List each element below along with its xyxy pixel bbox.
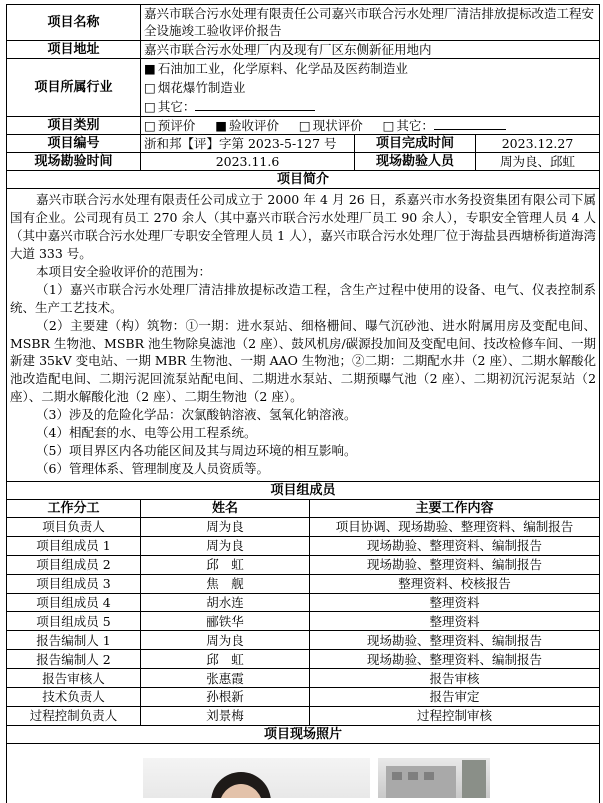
team-member-name: 周为良 xyxy=(141,518,310,537)
project-category-options xyxy=(141,117,600,135)
blank-line xyxy=(195,98,315,111)
unchecked-box-icon: □ xyxy=(298,118,311,133)
category-other: 其它： xyxy=(396,118,434,133)
table-row xyxy=(7,518,600,537)
table-row xyxy=(7,593,600,612)
table-row xyxy=(7,536,600,555)
team-member-role: 项目组成员 1 xyxy=(7,536,141,555)
unchecked-box-icon: □ xyxy=(144,80,156,95)
checked-box-icon: ■ xyxy=(215,118,228,133)
project-address-label: 项目地址 xyxy=(7,41,141,59)
category-pre-evaluation: 预评价 xyxy=(157,118,196,133)
team-member-role: 报告编制人 2 xyxy=(7,650,141,669)
table-row xyxy=(7,574,600,593)
intro-paragraph: 嘉兴市联合污水处理有限责任公司成立于 2000 年 4 月 26 日，系嘉兴市水务投资集团有限公司下属国有企业。公司现有员工 270 余人（其中嘉兴市联合污水处理厂员工 90 余人），专职安全管理人员 4 人（其中嘉兴市联合污水处理厂专职安全管理人员 1 人），嘉兴市联合污水处理厂位于海盐县西塘桥街道海湾大道 333 号。 xyxy=(10,192,597,261)
survey-time-value: 2023.11.6 xyxy=(141,153,355,171)
team-member-name: 邱 虹 xyxy=(141,650,310,669)
project-info-table xyxy=(6,4,600,803)
survey-time-label: 现场勘验时间 xyxy=(7,153,141,171)
team-member-duty: 整理资料 xyxy=(310,593,600,612)
team-member-duty: 项目协调、现场勘验、整理资料、编制报告 xyxy=(310,518,600,537)
team-member-role: 项目负责人 xyxy=(7,518,141,537)
team-member-role: 过程控制负责人 xyxy=(7,706,141,725)
table-row xyxy=(7,650,600,669)
checked-box-icon: ■ xyxy=(144,61,156,76)
table-row xyxy=(7,669,600,688)
team-member-name: 焦 舰 xyxy=(141,574,310,593)
photos-section-title: 项目现场照片 xyxy=(7,725,600,743)
team-member-name: 刘景梅 xyxy=(141,706,310,725)
unchecked-box-icon: □ xyxy=(382,118,395,133)
finish-time-label: 项目完成时间 xyxy=(355,135,476,153)
blank-line xyxy=(434,117,506,130)
team-member-name: 孙根新 xyxy=(141,688,310,707)
intro-paragraph: 本项目安全验收评价的范围为： xyxy=(36,263,212,279)
team-member-duty: 过程控制审核 xyxy=(310,706,600,725)
team-header-role: 工作分工 xyxy=(7,500,141,518)
project-industry-label: 项目所属行业 xyxy=(7,59,141,117)
team-member-name: 邱 虹 xyxy=(141,555,310,574)
project-name-value: 嘉兴市联合污水处理有限责任公司嘉兴市联合污水处理厂清洁排放提标改造工程安全设施竣工验收评价报告 xyxy=(141,5,600,41)
team-member-role: 项目组成员 4 xyxy=(7,593,141,612)
intro-paragraph: （5）项目界区内各功能区间及其与周边环境的相互影响。 xyxy=(36,442,357,458)
team-member-name: 胡水连 xyxy=(141,593,310,612)
team-member-role: 项目组成员 2 xyxy=(7,555,141,574)
survey-person-value: 周为良、邱虹 xyxy=(476,153,600,171)
intro-paragraph: （4）相配套的水、电等公用工程系统。 xyxy=(36,425,257,441)
category-acceptance-evaluation: 验收评价 xyxy=(229,118,280,133)
team-member-duty: 现场勘验、整理资料、编制报告 xyxy=(310,555,600,574)
team-member-name: 张惠霞 xyxy=(141,669,310,688)
intro-paragraph: （2）主要建（构）筑物：①一期：进水泵站、细格栅间、曝气沉砂池、进水附属用房及变配电间、MSBR 生物池、MSBR 池生物除臭滤池（2 座）、鼓风机房/碳源投加间及变配电间、技改检修车间、一期新建 35kV 变电站、一期 MBR 生物池、一期 AAO 生物池；②二期：二期配水井（2 座）、二期水解酸化池改造配电间、二期污泥回流泵站配电间、二期进水泵站、二期预曝气池（2 座）、二期初沉污泥泵站（2 座）、二期水解酸化池（2 座）、二期生物池（2 座）。 xyxy=(10,317,597,405)
team-member-role: 项目组成员 5 xyxy=(7,612,141,631)
team-header-duty: 主要工作内容 xyxy=(310,500,600,518)
team-rows xyxy=(7,518,600,726)
team-member-role: 技术负责人 xyxy=(7,688,141,707)
team-member-name: 周为良 xyxy=(141,631,310,650)
table-row xyxy=(7,688,600,707)
table-row xyxy=(7,555,600,574)
team-section-title: 项目组成员 xyxy=(7,482,600,500)
project-industry-options xyxy=(141,59,600,117)
team-member-duty: 现场勘验、整理资料、编制报告 xyxy=(310,631,600,650)
industry-option-chemical: ■ 石油加工业，化学原料、化学品及医药制造业 xyxy=(144,61,408,76)
team-member-duty: 报告审定 xyxy=(310,688,600,707)
site-photo-person xyxy=(143,758,370,798)
table-row xyxy=(7,612,600,631)
intro-body xyxy=(7,189,600,482)
intro-paragraph: （1）嘉兴市联合污水处理厂清洁排放提标改造工程，含生产过程中使用的设备、电气、仪表控制系统、生产工艺技术。 xyxy=(10,281,597,315)
unchecked-box-icon: □ xyxy=(144,99,156,114)
team-member-name: 周为良 xyxy=(141,536,310,555)
team-member-duty: 整理资料 xyxy=(310,612,600,631)
intro-section-title: 项目简介 xyxy=(7,171,600,189)
team-member-duty: 现场勘验、整理资料、编制报告 xyxy=(310,650,600,669)
project-number-label: 项目编号 xyxy=(7,135,141,153)
team-member-role: 报告审核人 xyxy=(7,669,141,688)
team-member-name: 郦铁华 xyxy=(141,612,310,631)
site-photo-facility xyxy=(378,758,490,798)
table-row xyxy=(7,631,600,650)
industry-option-fireworks: □ 烟花爆竹制造业 xyxy=(144,80,246,95)
team-member-duty: 整理资料、校核报告 xyxy=(310,574,600,593)
project-number-value: 浙和邦【评】字第 2023-5-127 号 xyxy=(141,135,355,153)
team-member-role: 项目组成员 3 xyxy=(7,574,141,593)
intro-paragraph: （6）管理体系、管理制度及人员资质等。 xyxy=(36,460,269,476)
survey-person-label: 现场勘验人员 xyxy=(355,153,476,171)
industry-option-other: □ 其它： xyxy=(144,97,599,116)
team-header-name: 姓名 xyxy=(141,500,310,518)
category-current-evaluation: 现状评价 xyxy=(312,118,363,133)
project-category-label: 项目类别 xyxy=(7,117,141,135)
team-member-role: 报告编制人 1 xyxy=(7,631,141,650)
table-row xyxy=(7,706,600,725)
project-address-value: 嘉兴市联合污水处理厂内及现有厂区东侧新征用地内 xyxy=(141,41,600,59)
unchecked-box-icon: □ xyxy=(144,118,156,133)
finish-time-value: 2023.12.27 xyxy=(476,135,600,153)
intro-paragraph: （3）涉及的危险化学品：次氯酸钠溶液、氢氧化钠溶液。 xyxy=(36,407,357,423)
team-member-duty: 报告审核 xyxy=(310,669,600,688)
team-member-duty: 现场勘验、整理资料、编制报告 xyxy=(310,536,600,555)
project-name-label: 项目名称 xyxy=(7,5,141,41)
